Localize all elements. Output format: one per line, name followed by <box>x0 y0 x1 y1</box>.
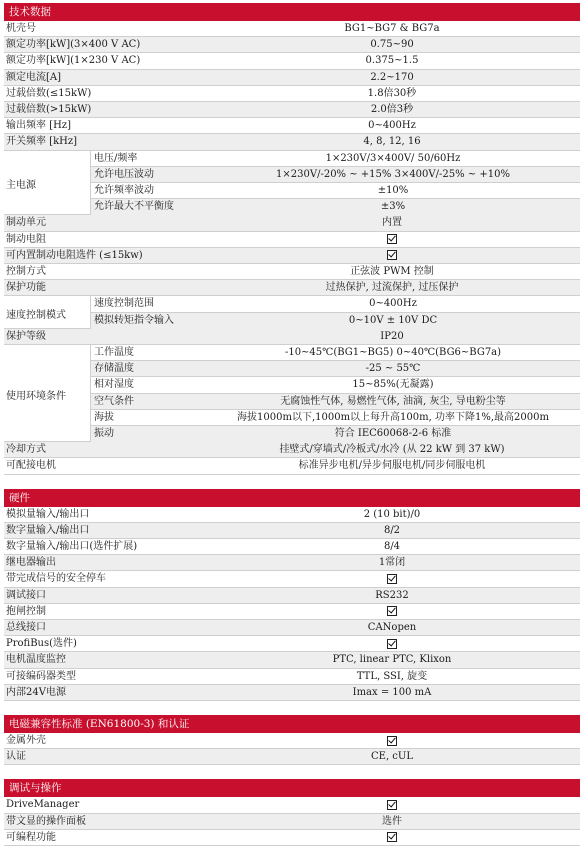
spec-row <box>4 280 580 296</box>
row-value: BG1~BG7 & BG7a <box>344 23 440 34</box>
checkmark-icon <box>387 250 397 260</box>
row-value: 8/2 <box>383 524 401 536</box>
spec-row <box>4 232 580 248</box>
spec-subrow <box>90 183 580 199</box>
spec-group <box>4 151 580 216</box>
row-label: 可接编码器类型 <box>6 670 76 682</box>
row-label: 额定电流[A] <box>6 71 62 83</box>
row-label: 过载倍数(≤15kW) <box>6 87 92 99</box>
row-label: 开关频率 [kHz] <box>6 136 78 148</box>
row-label: 可配接电机 <box>6 460 56 472</box>
row-label: 过载倍数(>15kW) <box>6 104 92 115</box>
row-label: 保护等级 <box>6 330 46 342</box>
checkmark-icon <box>387 832 397 842</box>
spec-row <box>4 21 580 37</box>
row-value <box>204 636 580 652</box>
row-label: 调试接口 <box>6 589 46 601</box>
row-label: ProfiBus(选件) <box>6 638 77 650</box>
spec-row <box>4 37 580 53</box>
row-value: 标准异步电机/异步伺服电机/同步伺服电机 <box>298 460 486 472</box>
row-label: 金属外壳 <box>6 735 46 746</box>
row-value <box>204 232 580 248</box>
row-label: 总线接口 <box>6 622 46 633</box>
subrow-value: 15~85%(无凝露) <box>352 379 434 391</box>
spec-row <box>4 588 580 604</box>
checkmark-icon <box>387 800 397 810</box>
spec-row <box>4 442 580 458</box>
row-label: 机壳号 <box>6 23 36 34</box>
row-value: PTC, linear PTC, Klixon <box>332 654 452 666</box>
subrow-value: ±10% <box>377 184 409 196</box>
spec-subrow <box>90 410 580 426</box>
subrow-label: 存储温度 <box>94 363 134 375</box>
spec-row <box>4 215 580 231</box>
row-label: 电机温度监控 <box>6 654 66 666</box>
spec-subrow <box>90 313 580 329</box>
row-value <box>204 248 580 264</box>
row-value: 过热保护, 过流保护, 过压保护 <box>325 282 459 294</box>
row-label: 输出频率 [Hz] <box>6 120 71 132</box>
section-header: 调试与操作 <box>4 779 580 797</box>
spec-subrow <box>90 151 580 167</box>
subrow-label: 允许频率波动 <box>94 184 154 196</box>
subrow-value: 符合 IEC60068-2-6 标准 <box>334 428 452 439</box>
spec-row <box>4 571 580 587</box>
subrow-label: 相对湿度 <box>94 379 134 391</box>
group-label: 速度控制模式 <box>6 309 66 321</box>
spec-row <box>4 86 580 102</box>
spec-group <box>4 296 580 328</box>
subrow-value: ±3% <box>380 201 406 213</box>
subrow-value: 0~10V ± 10V DC <box>348 314 438 326</box>
row-label: 继电器输出 <box>6 557 56 569</box>
row-label: 可编程功能 <box>6 831 56 843</box>
row-value: 2.2~170 <box>370 71 414 83</box>
spec-row <box>4 458 580 474</box>
row-label: 额定功率[kW](3×400 V AC) <box>6 39 141 51</box>
row-value: 0~400Hz <box>368 120 416 132</box>
spec-subrow <box>90 377 580 393</box>
row-value: CANopen <box>367 622 417 633</box>
section-header: 硬件 <box>4 489 580 507</box>
group-label: 使用环境条件 <box>6 390 66 402</box>
spec-group <box>4 345 580 442</box>
row-value <box>204 733 580 749</box>
spec-row <box>4 620 580 636</box>
row-value: 挂壁式/穿墙式/冷板式/水冷 (从 22 kW 到 37 kW) <box>279 444 505 456</box>
row-value: 4, 8, 12, 16 <box>363 136 421 148</box>
spec-row <box>4 652 580 668</box>
subrow-value: -25 ~ 55℃ <box>365 363 421 375</box>
spec-row <box>4 70 580 86</box>
row-value: 内置 <box>382 217 402 229</box>
row-value: CE, cUL <box>371 751 413 763</box>
row-label: 带文显的操作面板 <box>6 815 86 827</box>
row-value <box>204 571 580 587</box>
row-value: RS232 <box>375 589 409 601</box>
row-value: 1常闭 <box>378 557 406 569</box>
row-value: 8/4 <box>383 541 401 552</box>
spec-subrow <box>90 167 580 183</box>
row-label: 内部24V电源 <box>6 686 66 698</box>
spec-row <box>4 118 580 134</box>
row-value: 0.75~90 <box>370 39 414 51</box>
subrow-value: 海拔1000m以下,1000m以上每升高100m, 功率下降1%,最高2000m <box>237 411 549 423</box>
row-label: DriveManager <box>6 799 80 811</box>
spec-row <box>4 797 580 813</box>
spec-subrow <box>90 296 580 312</box>
spec-row <box>4 102 580 118</box>
group-label: 主电源 <box>6 179 36 191</box>
row-label: 制动电阻 <box>6 233 46 245</box>
row-value: 选件 <box>382 815 402 827</box>
spec-row <box>4 604 580 620</box>
row-label: 抱闸控制 <box>6 605 46 617</box>
row-label: 带完成信号的安全停车 <box>6 573 106 585</box>
spec-subrow <box>90 394 580 410</box>
spec-subrow <box>90 345 580 361</box>
row-value: IP20 <box>380 330 404 342</box>
spec-row <box>4 669 580 685</box>
row-label: 冷却方式 <box>6 444 46 456</box>
row-value: 2.0倍3秒 <box>370 104 414 115</box>
subrow-label: 海拔 <box>94 411 114 423</box>
subrow-label: 允许电压波动 <box>94 168 154 180</box>
row-value: 1.8倍30秒 <box>367 87 417 99</box>
row-value: Imax = 100 mA <box>352 686 432 698</box>
row-value <box>204 604 580 620</box>
spec-row <box>4 636 580 652</box>
section-header: 技术数据 <box>4 3 580 21</box>
row-label: 数字量输入/输出口 <box>6 524 90 536</box>
checkmark-icon <box>387 736 397 746</box>
row-value: 2 (10 bit)/0 <box>363 508 421 520</box>
section-header: 电磁兼容性标准 (EN61800-3) 和认证 <box>4 715 580 733</box>
spec-subrow <box>90 361 580 377</box>
row-value: 0.375~1.5 <box>365 55 419 67</box>
checkmark-icon <box>387 606 397 616</box>
row-label: 认证 <box>6 751 26 763</box>
subrow-value: -10~45℃(BG1~BG5) 0~40℃(BG6~BG7a) <box>284 347 502 358</box>
spec-row <box>4 507 580 523</box>
spec-row <box>4 685 580 701</box>
subrow-value: 1×230V/3×400V/ 50/60Hz <box>325 152 461 164</box>
spec-row <box>4 814 580 830</box>
subrow-label: 允许最大不平衡度 <box>94 201 174 213</box>
subrow-value: 0~400Hz <box>369 298 417 310</box>
subrow-label: 振动 <box>94 428 114 439</box>
spec-subrow <box>90 199 580 215</box>
row-value: TTL, SSI, 旋变 <box>356 670 428 682</box>
subrow-value: 无腐蚀性气体, 易燃性气体, 油滴, 灰尘, 导电粉尘等 <box>280 395 506 407</box>
spec-row <box>4 264 580 280</box>
row-label: 数字量输入/输出口(选件扩展) <box>6 541 138 552</box>
subrow-label: 电压/频率 <box>94 152 138 164</box>
row-label: 可内置制动电阻选件 (≤15kw) <box>6 249 143 261</box>
checkmark-icon <box>387 639 397 649</box>
row-value <box>204 797 580 813</box>
row-label: 额定功率[kW](1×230 V AC) <box>6 55 141 67</box>
subrow-label: 速度控制范围 <box>94 298 154 310</box>
checkmark-icon <box>387 574 397 584</box>
spec-row <box>4 329 580 345</box>
row-label: 控制方式 <box>6 266 46 277</box>
spec-row <box>4 749 580 765</box>
spec-row <box>4 248 580 264</box>
checkmark-icon <box>387 234 397 244</box>
row-label: 模拟量输入/输出口 <box>6 508 90 520</box>
spec-subrow <box>90 426 580 442</box>
row-label: 制动单元 <box>6 217 46 229</box>
spec-row <box>4 523 580 539</box>
spec-row <box>4 53 580 69</box>
subrow-label: 空气条件 <box>94 395 134 407</box>
subrow-value: 1×230V/-20% ~ +15% 3×400V/-25% ~ +10% <box>276 168 510 180</box>
spec-row <box>4 733 580 749</box>
spec-row <box>4 539 580 555</box>
row-label: 保护功能 <box>6 282 46 294</box>
subrow-label: 工作温度 <box>94 347 134 358</box>
spec-row <box>4 134 580 150</box>
subrow-label: 模拟转矩指令输入 <box>94 314 174 326</box>
row-value: 正弦波 PWM 控制 <box>350 266 434 277</box>
spec-row <box>4 555 580 571</box>
